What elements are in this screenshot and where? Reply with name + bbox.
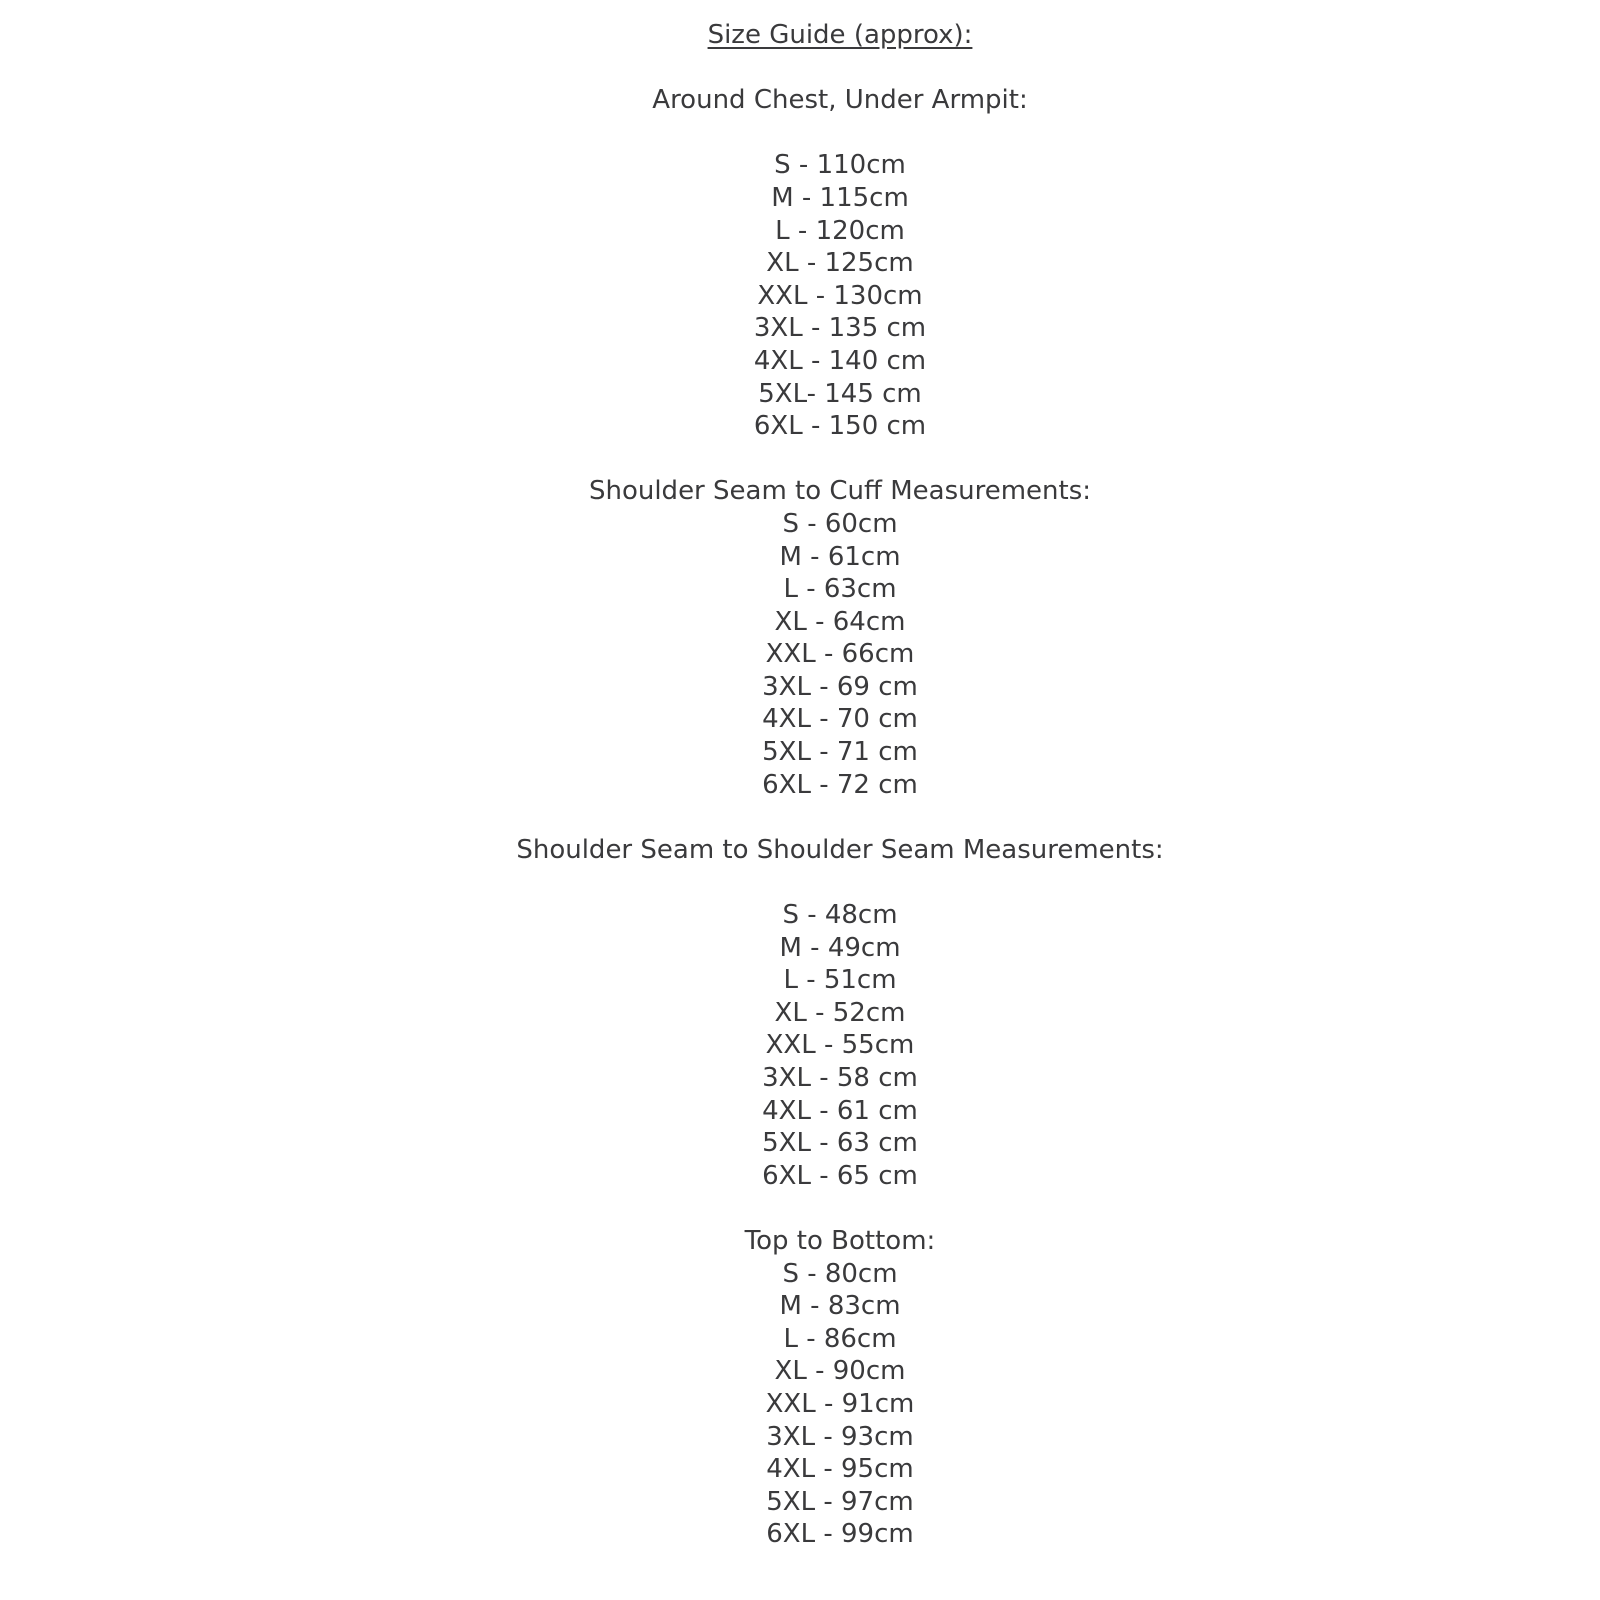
size-row: M - 49cm	[779, 932, 901, 963]
size-row: XXL - 91cm	[765, 1388, 915, 1419]
size-row: 3XL - 69 cm	[762, 671, 918, 702]
size-row: S - 48cm	[782, 900, 898, 931]
size-row: XXL - 130cm	[757, 280, 923, 311]
section-heading: Top to Bottom:	[744, 1225, 936, 1256]
size-row: 6XL - 99cm	[766, 1519, 914, 1550]
size-row: 4XL - 61 cm	[762, 1095, 918, 1126]
section-heading: Shoulder Seam to Shoulder Seam Measurements:	[516, 834, 1164, 865]
size-row: 4XL - 95cm	[766, 1454, 914, 1485]
size-guide-title: Size Guide (approx):	[707, 20, 973, 50]
size-row: M - 83cm	[779, 1291, 901, 1322]
size-row: 6XL - 72 cm	[762, 769, 918, 800]
size-row: 6XL - 150 cm	[753, 411, 927, 442]
size-row: L - 86cm	[783, 1323, 897, 1354]
size-row: 5XL- 145 cm	[758, 378, 922, 409]
section-top-to-bottom	[80, 1225, 1600, 1551]
size-row: L - 51cm	[783, 965, 897, 996]
size-row: 3XL - 135 cm	[753, 313, 927, 344]
size-row: XL - 64cm	[774, 606, 906, 637]
size-row: S - 80cm	[782, 1258, 898, 1289]
size-row: S - 60cm	[782, 508, 898, 539]
section-shoulder-to-shoulder	[80, 834, 1600, 1193]
size-row: 5XL - 97cm	[766, 1486, 914, 1517]
size-row: 3XL - 93cm	[766, 1421, 914, 1452]
size-row: 4XL - 70 cm	[762, 704, 918, 735]
size-row: 5XL - 71 cm	[762, 737, 918, 768]
size-row: M - 115cm	[771, 182, 909, 213]
size-row: 5XL - 63 cm	[762, 1128, 918, 1159]
size-row: XXL - 55cm	[765, 1030, 915, 1061]
size-row: XL - 125cm	[766, 248, 914, 279]
section-heading: Shoulder Seam to Cuff Measurements:	[588, 476, 1092, 507]
size-row: XL - 90cm	[774, 1356, 906, 1387]
size-row: L - 63cm	[783, 574, 897, 605]
size-row: 3XL - 58 cm	[762, 1063, 918, 1093]
size-row: XL - 52cm	[774, 997, 906, 1028]
size-row: S - 110cm	[774, 150, 906, 181]
section-heading: Around Chest, Under Armpit:	[652, 85, 1028, 116]
size-row: 4XL - 140 cm	[753, 345, 927, 376]
size-row: L - 120cm	[775, 215, 905, 246]
section-shoulder-to-cuff	[80, 475, 1600, 801]
size-row: XXL - 66cm	[765, 639, 915, 670]
size-row: 6XL - 65 cm	[762, 1160, 918, 1191]
size-row: M - 61cm	[779, 541, 901, 572]
section-around-chest	[80, 84, 1600, 443]
